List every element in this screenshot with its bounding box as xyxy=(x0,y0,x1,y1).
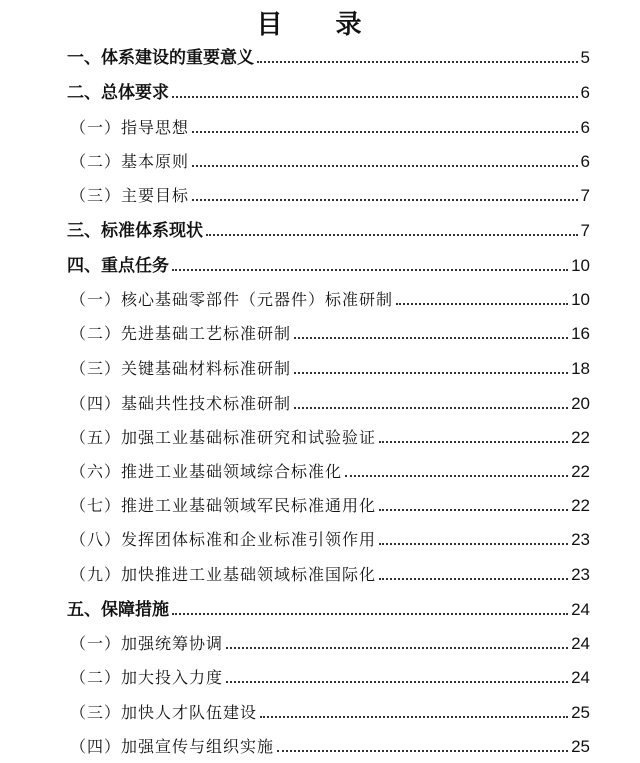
toc-entry-label: （三）加快人才队伍建设 xyxy=(70,703,258,722)
dot-leader xyxy=(226,680,568,683)
toc-entry-label: （七）推进工业基础领域军民标准通用化 xyxy=(70,496,377,515)
dot-leader xyxy=(294,406,568,409)
toc-page-number: 6 xyxy=(580,83,590,102)
dot-leader xyxy=(226,646,568,649)
toc-entry-label: （一）加强统筹协调 xyxy=(70,634,224,653)
toc-entry-label: （一）指导思想 xyxy=(70,118,190,137)
toc-page-number: 22 xyxy=(571,428,590,447)
toc-entry-label: 四、重点任务 xyxy=(67,256,169,276)
toc-entry[interactable] xyxy=(70,146,590,172)
toc-entry-label: （八）发挥团体标准和企业标准引领作用 xyxy=(70,530,377,549)
toc-entry-label: （五）加强工业基础标准研究和试验验证 xyxy=(70,428,377,447)
dot-leader xyxy=(277,749,568,752)
toc-page-number: 7 xyxy=(580,221,590,240)
toc-entry-label: （三）关键基础材料标准研制 xyxy=(70,359,292,378)
toc-entry-label: （二）基本原则 xyxy=(70,152,190,171)
toc-page-number: 6 xyxy=(580,118,590,137)
toc-entry[interactable] xyxy=(70,490,590,516)
toc-page-number: 24 xyxy=(571,668,590,687)
toc-page-number: 20 xyxy=(571,394,590,413)
toc-title: 目 录 xyxy=(256,10,384,40)
toc-page-number: 7 xyxy=(580,186,590,205)
toc-entry-label: （二）加大投入力度 xyxy=(70,668,224,687)
dot-leader xyxy=(172,268,568,271)
toc-page-number: 25 xyxy=(571,737,590,756)
dot-leader xyxy=(172,612,568,615)
toc-entry-label: 五、保障措施 xyxy=(67,600,169,620)
dot-leader xyxy=(345,474,568,477)
dot-leader xyxy=(192,164,578,167)
toc-entry-label: （二）先进基础工艺标准研制 xyxy=(70,324,292,343)
dot-leader xyxy=(379,577,568,580)
toc-entry[interactable] xyxy=(70,180,590,206)
toc-entry[interactable] xyxy=(70,422,590,448)
toc-page-number: 10 xyxy=(571,290,590,309)
toc-entry[interactable] xyxy=(70,353,590,379)
toc-entry[interactable] xyxy=(67,250,590,276)
toc-entry[interactable] xyxy=(70,559,590,585)
toc-entry[interactable] xyxy=(67,594,590,620)
dot-leader xyxy=(192,198,578,201)
toc-entry[interactable] xyxy=(70,284,590,310)
toc-entry[interactable] xyxy=(70,388,590,414)
toc-entry[interactable] xyxy=(67,42,590,68)
toc-entry-label: （三）主要目标 xyxy=(70,186,190,205)
toc-entry-label: （四）加强宣传与组织实施 xyxy=(70,737,275,756)
toc-entry[interactable] xyxy=(70,318,590,344)
dot-leader xyxy=(172,95,578,98)
toc-entry[interactable] xyxy=(70,524,590,550)
toc-entry[interactable] xyxy=(67,77,590,103)
toc-entry-label: （六）推进工业基础领域综合标准化 xyxy=(70,462,343,481)
toc-entry-label: （一）核心基础零部件（元器件）标准研制 xyxy=(70,290,394,309)
toc-entry[interactable] xyxy=(67,215,590,241)
toc-entry[interactable] xyxy=(70,628,590,654)
dot-leader xyxy=(379,542,568,545)
dot-leader xyxy=(379,440,568,443)
dot-leader xyxy=(294,336,568,339)
toc-page-number: 25 xyxy=(571,703,590,722)
toc-entry[interactable] xyxy=(70,662,590,688)
toc-page-number: 23 xyxy=(571,565,590,584)
dot-leader xyxy=(206,233,578,236)
toc-entry-label: （四）基础共性技术标准研制 xyxy=(70,394,292,413)
dot-leader xyxy=(379,508,568,511)
toc-entry[interactable] xyxy=(70,697,590,723)
dot-leader xyxy=(294,371,568,374)
toc-entry-label: 二、总体要求 xyxy=(67,83,169,103)
toc-entry-label: 三、标准体系现状 xyxy=(67,221,203,241)
dot-leader xyxy=(192,130,578,133)
toc-entry[interactable] xyxy=(70,112,590,138)
dot-leader xyxy=(396,302,568,305)
toc-page-number: 16 xyxy=(571,324,590,343)
toc-entry[interactable] xyxy=(70,456,590,482)
toc-page-number: 24 xyxy=(571,600,590,619)
toc-page-number: 22 xyxy=(571,462,590,481)
toc-page-number: 5 xyxy=(580,48,590,67)
toc-entry-label: 一、体系建设的重要意义 xyxy=(67,48,254,68)
toc-page-number: 23 xyxy=(571,530,590,549)
toc-page-number: 22 xyxy=(571,496,590,515)
toc-entry-label: （九）加快推进工业基础领域标准国际化 xyxy=(70,565,377,584)
dot-leader xyxy=(257,60,578,63)
toc-page-number: 24 xyxy=(571,634,590,653)
dot-leader xyxy=(260,715,568,718)
toc-page-number: 6 xyxy=(580,152,590,171)
toc-page-number: 18 xyxy=(571,359,590,378)
toc-entry[interactable] xyxy=(70,731,590,757)
toc-page-number: 10 xyxy=(571,256,590,275)
